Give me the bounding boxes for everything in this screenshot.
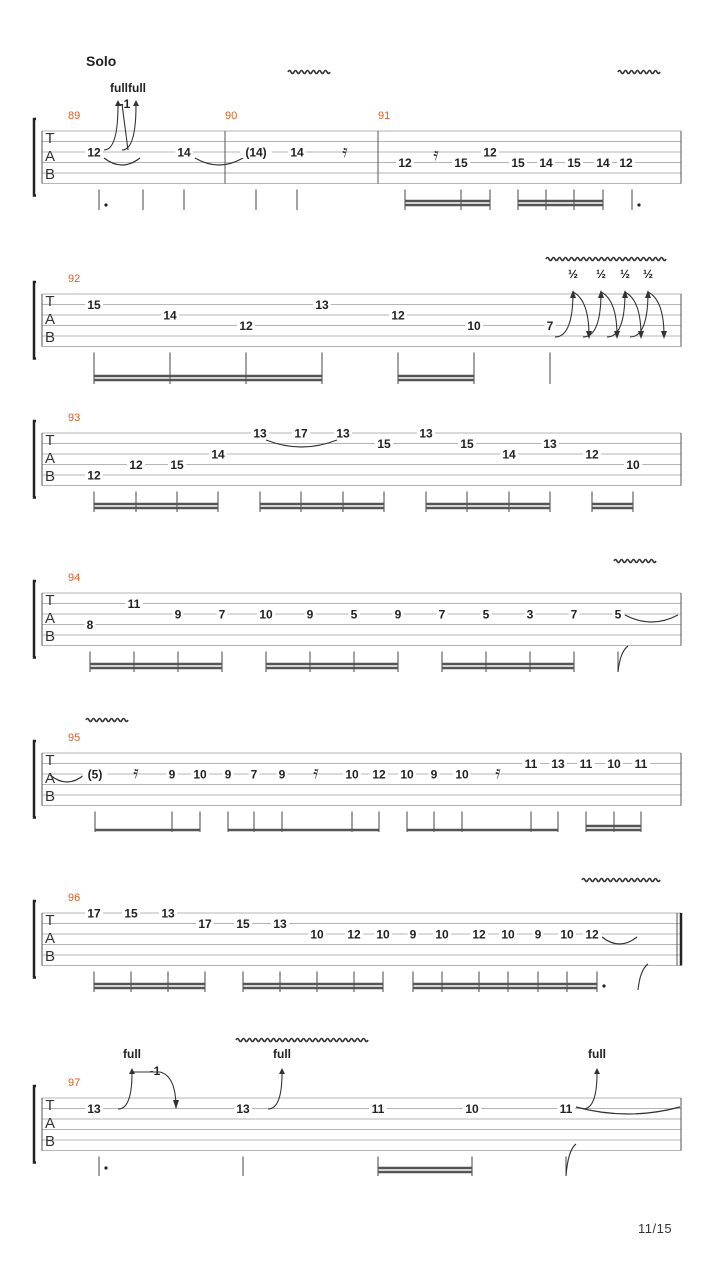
tab-clef-letter: A xyxy=(44,311,56,328)
measure-number: 97 xyxy=(68,1077,81,1089)
fret-number: 9 xyxy=(224,767,232,782)
fret-number: 7 xyxy=(438,607,446,622)
fret-number: 10 xyxy=(400,767,414,782)
fret-number: 7 xyxy=(250,767,258,782)
bend-arrow xyxy=(122,105,136,150)
tab-clef-letter: B xyxy=(44,1133,56,1150)
fret-number: 5 xyxy=(482,607,490,622)
fret-number: 15 xyxy=(236,917,250,931)
fret-number: 13 xyxy=(419,426,433,441)
fret-number: 15 xyxy=(567,156,581,170)
fret-number: 8 xyxy=(86,618,94,632)
bend-arrow-head xyxy=(129,1068,135,1074)
tie-slur xyxy=(104,158,140,165)
dotted-note xyxy=(602,984,605,987)
fret-number: 10 xyxy=(467,319,481,333)
tab-system xyxy=(34,879,681,993)
fret-number: 11 xyxy=(559,1102,573,1116)
fret-number: 10 xyxy=(310,927,324,942)
fret-number: 15 xyxy=(460,437,474,451)
fret-number: 7 xyxy=(546,319,554,333)
fret-number: (14) xyxy=(245,145,267,160)
tab-clef-letter: T xyxy=(45,293,55,310)
fret-number: 10 xyxy=(193,767,207,782)
fret-number: 15 xyxy=(124,906,138,921)
tab-system xyxy=(34,1039,681,1177)
page-number: 11/15 xyxy=(638,1221,673,1236)
fret-number: 11 xyxy=(634,757,648,771)
fret-number: 14 xyxy=(596,156,610,170)
section-label: Solo xyxy=(86,53,117,69)
dotted-note xyxy=(637,203,640,206)
tab-clef-letter: A xyxy=(44,450,56,467)
fret-number: 12 xyxy=(391,308,405,323)
fret-number: 13 xyxy=(236,1102,250,1116)
bend-arrow-head xyxy=(594,1068,600,1074)
fret-number: 9 xyxy=(174,607,182,622)
fret-number: 13 xyxy=(315,298,329,312)
tie-slur xyxy=(602,937,637,944)
fret-number: 12 xyxy=(129,458,143,472)
fret-number: 14 xyxy=(502,447,516,462)
system-bracket xyxy=(34,282,36,359)
system-bracket xyxy=(34,901,36,978)
measure-number: 96 xyxy=(68,892,81,904)
fret-number: 10 xyxy=(455,767,469,782)
system-bracket xyxy=(34,741,36,818)
rest-symbol: 𝄿 xyxy=(313,762,319,783)
fret-number: 13 xyxy=(336,426,350,441)
tab-clef-letter: A xyxy=(44,148,56,165)
tie-slur xyxy=(50,775,84,782)
tab-system xyxy=(34,258,681,385)
fret-number: 17 xyxy=(294,426,308,441)
tab-clef-letter: T xyxy=(45,912,55,929)
release-arrow-head xyxy=(661,331,667,339)
fret-number: (5) xyxy=(87,767,103,782)
measure-number: 92 xyxy=(68,273,81,285)
fret-number: 14 xyxy=(163,308,177,323)
fret-number: 10 xyxy=(465,1102,479,1116)
tab-clef-letter: A xyxy=(44,610,56,627)
fret-number: 12 xyxy=(483,145,497,160)
fret-number: 12 xyxy=(347,927,361,942)
measure-number: 94 xyxy=(68,572,81,584)
tab-clef-letter: T xyxy=(45,1097,55,1114)
tie-slur xyxy=(625,615,678,622)
tab-clef-letter: T xyxy=(45,592,55,609)
tab-system xyxy=(34,71,681,211)
measure-number: 91 xyxy=(378,110,391,122)
fret-number: 9 xyxy=(409,927,417,942)
fret-number: 14 xyxy=(177,145,191,160)
fret-number: 10 xyxy=(626,458,640,472)
fret-number: 12 xyxy=(585,447,599,462)
fret-number: 13 xyxy=(543,437,557,451)
vibrato-mark xyxy=(288,71,330,74)
tab-clef-letter: A xyxy=(44,1115,56,1132)
fret-number: 12 xyxy=(372,767,386,782)
tab-clef-letter: B xyxy=(44,628,56,645)
tab-clef-letter: B xyxy=(44,329,56,346)
fret-number: 17 xyxy=(198,917,212,931)
measure-number: 89 xyxy=(68,110,81,122)
bend-label: -1 xyxy=(149,1064,161,1078)
bend-label: ½ xyxy=(642,267,654,281)
fret-number: 10 xyxy=(560,927,574,942)
fret-number: 17 xyxy=(87,906,101,921)
fret-number: 13 xyxy=(253,426,267,441)
dotted-note xyxy=(104,203,107,206)
release-arrow-head xyxy=(173,1100,179,1109)
tab-clef-letter: B xyxy=(44,166,56,183)
fret-number: 12 xyxy=(472,927,486,942)
bend-arrow xyxy=(104,105,118,150)
vibrato-mark xyxy=(614,560,656,563)
fret-number: 11 xyxy=(524,757,538,771)
dotted-note xyxy=(104,1166,107,1169)
note-flag xyxy=(566,1144,576,1176)
system-bracket xyxy=(34,421,36,498)
fret-number: 10 xyxy=(607,757,621,771)
fret-number: 9 xyxy=(306,607,314,622)
system-bracket xyxy=(34,581,36,658)
fret-number: 9 xyxy=(430,767,438,782)
system-bracket xyxy=(34,1086,36,1163)
release-arrow-head xyxy=(638,331,644,339)
measure-number: 90 xyxy=(225,110,238,122)
fret-number: 11 xyxy=(371,1102,385,1116)
note-flag xyxy=(638,964,648,990)
fret-number: 5 xyxy=(350,607,358,622)
tab-clef-letter: T xyxy=(45,752,55,769)
fret-number: 13 xyxy=(551,757,565,771)
fret-number: 9 xyxy=(394,607,402,622)
fret-number: 13 xyxy=(273,917,287,931)
tab-clef-letter: B xyxy=(44,788,56,805)
tab-clef-letter: A xyxy=(44,770,56,787)
tab-clef-letter: B xyxy=(44,468,56,485)
fret-number: 11 xyxy=(127,597,141,611)
rest-symbol: 𝄿 xyxy=(133,762,139,783)
fret-number: 9 xyxy=(534,927,542,942)
tab-clef-letter: A xyxy=(44,930,56,947)
tab-clef-letter: T xyxy=(45,130,55,147)
fret-number: 15 xyxy=(511,156,525,170)
fret-number: 15 xyxy=(377,437,391,451)
fret-number: 12 xyxy=(239,319,253,333)
tab-clef-letter: B xyxy=(44,948,56,965)
fret-number: 13 xyxy=(161,906,175,921)
fret-number: 10 xyxy=(259,607,273,622)
vibrato-mark xyxy=(618,71,660,74)
system-bracket xyxy=(34,119,36,196)
bend-label: fullfull xyxy=(110,81,146,95)
bend-label: full xyxy=(273,1047,291,1061)
tab-clef-letter: T xyxy=(45,432,55,449)
bend-arrow-head xyxy=(279,1068,285,1074)
fret-number: 15 xyxy=(454,156,468,170)
measure-number: 95 xyxy=(68,732,81,744)
vibrato-mark xyxy=(582,879,660,882)
tab-system xyxy=(34,719,681,833)
bend-arrows xyxy=(104,100,667,1176)
rest-symbol: 𝄿 xyxy=(342,141,348,162)
fret-number: 12 xyxy=(398,156,412,170)
rest-symbol: 𝄿 xyxy=(495,762,501,783)
bend-arrow xyxy=(583,1073,597,1109)
fret-number: 10 xyxy=(345,767,359,782)
fret-number: 15 xyxy=(87,298,101,312)
fret-number: 9 xyxy=(278,767,286,782)
bend-label: ½ xyxy=(619,267,631,281)
fret-number: 7 xyxy=(570,607,578,622)
fret-number: 10 xyxy=(376,927,390,942)
fret-number: 10 xyxy=(501,927,515,942)
fret-number: 14 xyxy=(539,156,553,170)
fret-number: 12 xyxy=(619,156,633,170)
fret-number: 5 xyxy=(614,607,622,622)
measure-number: 93 xyxy=(68,412,81,424)
fret-number: 10 xyxy=(435,927,449,942)
rest-symbol: 𝄿 xyxy=(433,144,439,165)
fret-number: 3 xyxy=(526,607,534,622)
fret-number: 11 xyxy=(579,757,593,771)
vibrato-mark xyxy=(86,719,128,722)
fret-number: 15 xyxy=(170,458,184,472)
fret-number: 14 xyxy=(211,447,225,462)
fret-number: 7 xyxy=(218,607,226,622)
fret-number: 14 xyxy=(290,145,304,160)
bend-label: ½ xyxy=(595,267,607,281)
bend-arrow-head xyxy=(133,100,139,106)
note-flag xyxy=(618,646,628,672)
tab-system xyxy=(34,412,681,512)
fret-number: 9 xyxy=(168,767,176,782)
fret-number: 12 xyxy=(87,468,101,483)
bend-label: -1 xyxy=(119,97,131,111)
bend-arrow xyxy=(268,1073,282,1109)
tab-system xyxy=(34,560,681,673)
vibrato-mark xyxy=(546,258,666,261)
fret-number: 12 xyxy=(585,927,599,942)
bend-label: full xyxy=(588,1047,606,1061)
tie-slur xyxy=(195,158,243,165)
bend-label: ½ xyxy=(567,267,579,281)
vibrato-mark xyxy=(236,1039,368,1042)
fret-number: 12 xyxy=(87,145,101,160)
bend-label: full xyxy=(123,1047,141,1061)
fret-number: 13 xyxy=(87,1102,101,1116)
bend-arrow xyxy=(118,1073,132,1109)
